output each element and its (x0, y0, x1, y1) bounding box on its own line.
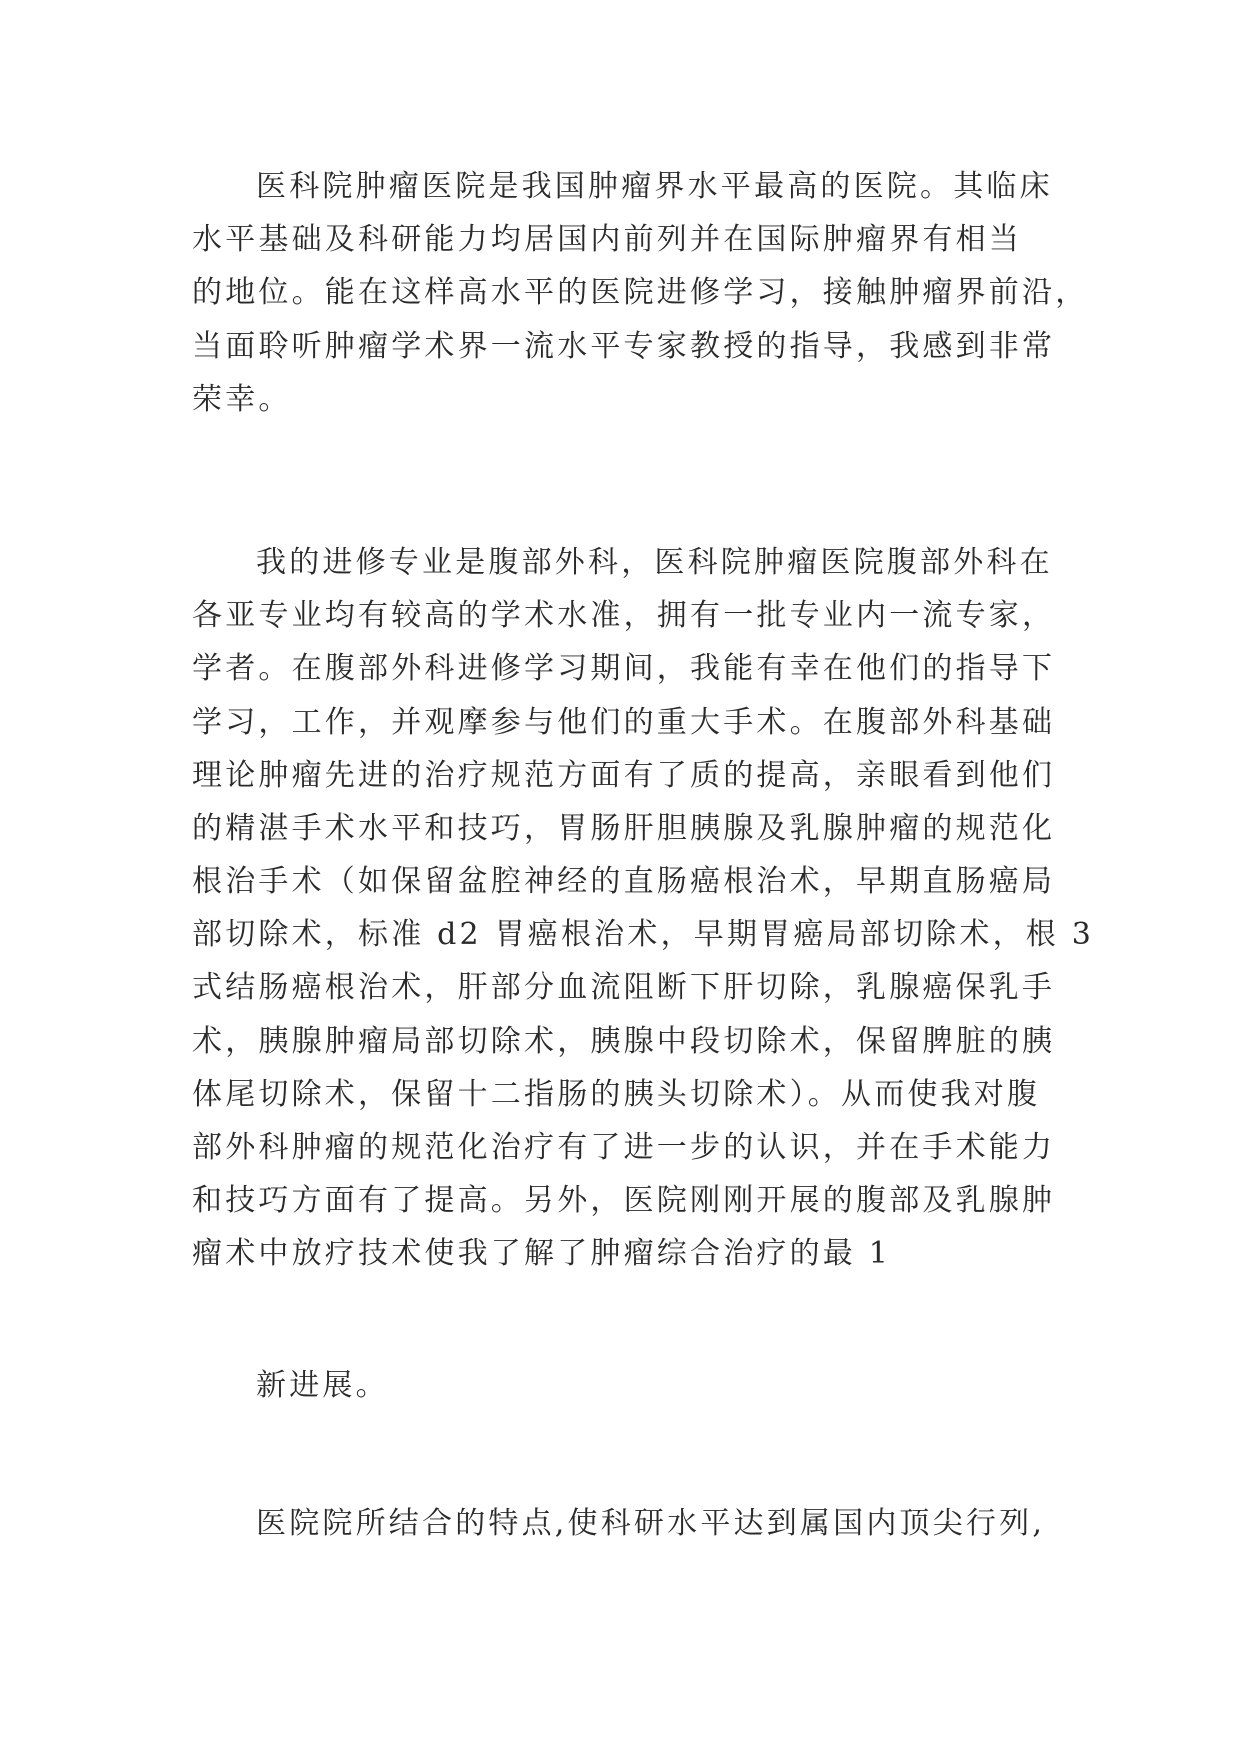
paragraph-spacer (192, 426, 1052, 536)
text-line: 水平基础及科研能力均居国内前列并在国际肿瘤界有相当 (192, 222, 1022, 258)
paragraph-new-progress (192, 1359, 1052, 1412)
text-line: 当面聆听肿瘤学术界一流水平专家教授的指导，我感到非常 (192, 328, 1056, 364)
paragraph-research-level (192, 1497, 1052, 1550)
text-line: 学习，工作，并观摩参与他们的重大手术。在腹部外科基础 (192, 704, 1056, 740)
text-line: 荣幸。 (192, 381, 292, 417)
text-line: 式结肠癌根治术，肝部分血流阻断下肝切除，乳腺癌保乳手 (192, 970, 1056, 1006)
text-line: 体尾切除术，保留十二指肠的胰头切除术）。从而使我对腹 (192, 1076, 1041, 1112)
text-line: 各亚专业均有较高的学术水准，拥有一批专业内一流专家， (192, 598, 1056, 634)
text-line: 我的进修专业是腹部外科，医科院肿瘤医院腹部外科在 (256, 544, 1053, 580)
text-line: 部切除术，标准 d2 胃癌根治术，早期胃癌局部切除术，根 3 (192, 917, 1094, 953)
document-body (192, 160, 1094, 1550)
text-line: 瘤术中放疗技术使我了解了肿瘤综合治疗的最 1 (192, 1236, 892, 1272)
paragraph-spacer (192, 1412, 1052, 1497)
paragraph-hospital-intro (192, 160, 1089, 426)
text-line: 学者。在腹部外科进修学习期间，我能有幸在他们的指导下 (192, 651, 1056, 687)
text-line: 的地位。能在这样高水平的医院进修学习，接触肿瘤界前沿， (192, 275, 1089, 311)
text-line: 医院院所结合的特点,使科研水平达到属国内顶尖行列, (256, 1505, 1046, 1541)
text-line: 医科院肿瘤医院是我国肿瘤界水平最高的医院。其临床 (256, 169, 1053, 204)
text-line: 根治手术（如保留盆腔神经的直肠癌根治术，早期直肠癌局 (192, 864, 1056, 900)
text-line: 术，胰腺肿瘤局部切除术，胰腺中段切除术，保留脾脏的胰 (192, 1023, 1056, 1059)
text-line: 理论肿瘤先进的治疗规范方面有了质的提高，亲眼看到他们 (192, 757, 1056, 793)
paragraph-spacer (192, 1281, 1052, 1359)
text-line: 部外科肿瘤的规范化治疗有了进一步的认识，并在手术能力 (192, 1130, 1056, 1165)
text-line: 和技巧方面有了提高。另外，医院刚刚开展的腹部及乳腺肿 (192, 1183, 1056, 1219)
text-line: 的精湛手术水平和技巧，胃肠肝胆胰腺及乳腺肿瘤的规范化 (192, 810, 1056, 846)
paragraph-abdominal-surgery (192, 536, 1094, 1281)
text-line: 新进展。 (256, 1367, 389, 1403)
